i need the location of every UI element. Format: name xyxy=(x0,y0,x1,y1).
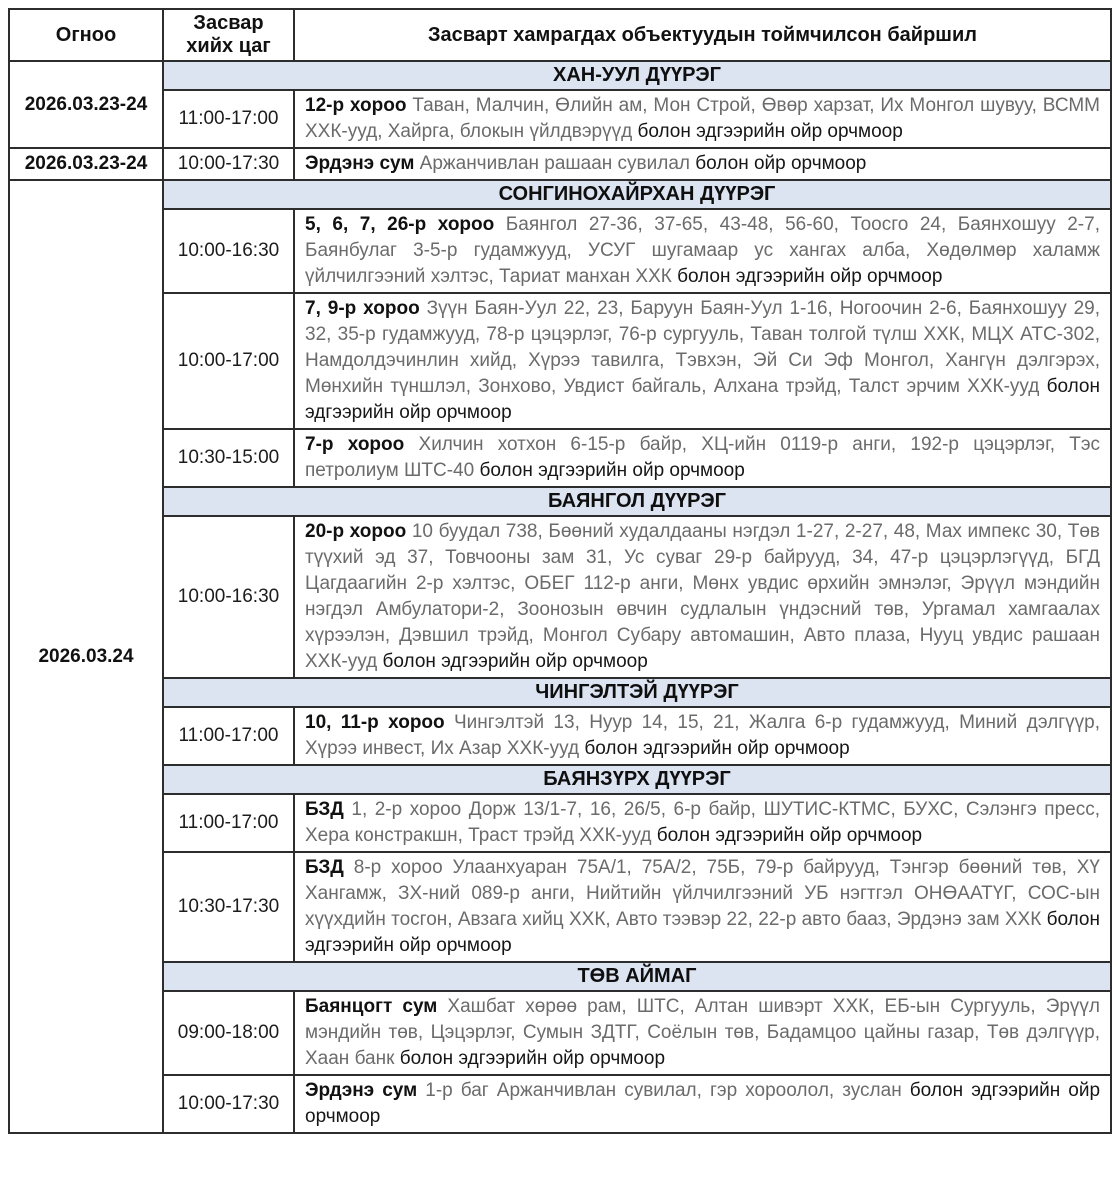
time-cell: 11:00-17:00 xyxy=(163,707,294,765)
schedule-row xyxy=(9,429,1111,487)
area-label: Эрдэнэ сум xyxy=(305,153,415,174)
district-header-songinokhairkhan: СОНГИНОХАЙРХАН ДҮҮРЭГ xyxy=(163,180,1111,209)
location-cell xyxy=(294,516,1111,678)
time-cell: 10:00-16:30 xyxy=(163,209,294,293)
schedule-row xyxy=(9,794,1111,852)
location-cell xyxy=(294,991,1111,1075)
area-label: 20-р хороо xyxy=(305,521,407,542)
location-cell xyxy=(294,707,1111,765)
date-cell: 2026.03.24 xyxy=(9,180,163,1133)
district-header-bayanzurkh: БАЯНЗҮРХ ДҮҮРЭГ xyxy=(163,765,1111,794)
area-label: 5, 6, 7, 26-р хороо xyxy=(305,214,495,235)
schedule-row xyxy=(9,90,1111,148)
district-header-bayangol: БАЯНГОЛ ДҮҮРЭГ xyxy=(163,487,1111,516)
vicinity-note: болон эдгээрийн ойр орчмоор xyxy=(677,266,943,287)
district-header-khan-uul: ХАН-УУЛ ДҮҮРЭГ xyxy=(163,61,1111,90)
location-list: 1-р баг Аржанчивлан сувилал, гэр хороолол, зуслан xyxy=(425,1080,902,1101)
district-header-row xyxy=(9,180,1111,209)
district-header-row xyxy=(9,61,1111,90)
location-cell xyxy=(294,852,1111,962)
schedule-row xyxy=(9,516,1111,678)
location-cell xyxy=(294,293,1111,429)
time-cell: 10:00-16:30 xyxy=(163,516,294,678)
district-header-row xyxy=(9,962,1111,991)
area-label: БЗД xyxy=(305,799,344,820)
schedule-row xyxy=(9,1075,1111,1133)
area-label: 7-р хороо xyxy=(305,434,405,455)
district-header-row xyxy=(9,487,1111,516)
schedule-row xyxy=(9,209,1111,293)
table-header-row xyxy=(9,9,1111,61)
column-header-location: Засварт хамрагдах объектуудын тоймчилсон байршил xyxy=(294,9,1111,61)
schedule-row xyxy=(9,148,1111,180)
time-cell: 10:00-17:30 xyxy=(163,148,294,180)
vicinity-note: болон эдгээрийн ойр орчмоор xyxy=(305,376,1100,423)
location-list: Таван, Малчин, Өлийн ам, Мон Строй, Өвөр харзат, Их Монгол шувуу, ВСММ ХХК-ууд, Хайрга, блокын үйлдвэрүүд xyxy=(305,95,1100,142)
column-header-time: Засвар хийх цаг xyxy=(163,9,294,61)
time-cell: 10:30-15:00 xyxy=(163,429,294,487)
area-label: Эрдэнэ сум xyxy=(305,1080,418,1101)
vicinity-note: болон эдгээрийн ойр орчмоор xyxy=(399,1048,666,1069)
vicinity-note: болон эдгээрийн ойр орчмоор xyxy=(656,825,923,846)
time-cell: 10:00-17:30 xyxy=(163,1075,294,1133)
district-header-row xyxy=(9,765,1111,794)
location-list: 8-р хороо Улаанхуаран 75А/1, 75А/2, 75Б, 79-р байрууд, Тэнгэр бөөний төв, ХҮ Хангамж, ЗХ-ний 089-р анги, Нийтийн үйлчилгээний УБ нэгтгэл ОНӨААТҮГ, СОС-ын хүүхдийн тосгон, Авзага хийц ХХК, Авто тээвэр 22, 22-р авто бааз, Эрдэнэ зам ХХК xyxy=(305,857,1101,930)
location-list: Хашбат хөрөө рам, ШТС, Алтан шивэрт ХХК, ЕБ-ын Сургууль, Эрүүл мэндийн төв, Цэцэрлэг, Сумын ЗДТГ, Соёлын төв, Бадамцоо цайны газар, Төв дэлгүүр, Хаан банк xyxy=(305,996,1101,1069)
schedule-row xyxy=(9,707,1111,765)
time-cell: 10:30-17:30 xyxy=(163,852,294,962)
location-list: Аржанчивлан рашаан сувилал xyxy=(419,153,691,174)
time-cell: 09:00-18:00 xyxy=(163,991,294,1075)
schedule-row xyxy=(9,991,1111,1075)
district-header-chingeltei: ЧИНГЭЛТЭЙ ДҮҮРЭГ xyxy=(163,678,1111,707)
district-header-tuv-aimag: ТӨВ АЙМАГ xyxy=(163,962,1111,991)
location-cell xyxy=(294,209,1111,293)
vicinity-note: болон эдгээрийн ойр орчмоор xyxy=(479,460,745,481)
location-cell xyxy=(294,148,1111,180)
area-label: 10, 11-р хороо xyxy=(305,712,445,733)
area-label: 12-р хороо xyxy=(305,95,407,116)
schedule-row xyxy=(9,852,1111,962)
district-header-row xyxy=(9,678,1111,707)
date-cell: 2026.03.23-24 xyxy=(9,61,163,148)
vicinity-note: болон эдгээрийн ойр орчмоор xyxy=(584,738,850,759)
schedule-row xyxy=(9,293,1111,429)
date-cell: 2026.03.23-24 xyxy=(9,148,163,180)
location-cell xyxy=(294,429,1111,487)
column-header-date: Огноо xyxy=(9,9,163,61)
vicinity-note: болон эдгээрийн ойр орчмоор xyxy=(305,1080,1101,1127)
time-cell: 10:00-17:00 xyxy=(163,293,294,429)
vicinity-note: болон эдгээрийн ойр орчмоор xyxy=(637,121,903,142)
location-cell xyxy=(294,90,1111,148)
outage-schedule-table xyxy=(8,8,1112,1134)
area-label: Баянцогт сум xyxy=(305,996,438,1017)
location-list: Баянгол 27-36, 37-65, 43-48, 56-60, Тоосго 24, Баянхошуу 2-7, Баянбулаг 3-5-р гудамжууд, УСУГ шугамаар ус хангах алба, Хөдөлмөр халамж үйлчилгээний хэлтэс, Тариат манхан ХХК xyxy=(305,214,1100,287)
location-list: 1, 2-р хороо Дорж 13/1-7, 16, 26/5, 6-р байр, ШУТИС-КТМС, БУХС, Сэлэнгэ пресс, Хера констракшн, Траст трэйд ХХК-ууд xyxy=(305,799,1100,846)
location-list: Зүүн Баян-Уул 22, 23, Баруун Баян-Уул 1-16, Ногоочин 2-6, Баянхошуу 29, 32, 35-р гудамжууд, 78-р цэцэрлэг, 76-р сургууль, Таван толгой түлш ХХК, МЦХ АТС-302, Намдолдэчинлин хийд, Хүрээ тавилга, Тэвхэн, Эй Си Эф Монгол, Хангүн дэлгэрэх, Мөнхийн түншлэл, Зонхово, Увдист байгаль, Алхана трэйд, Талст эрчим ХХК-ууд xyxy=(305,298,1101,397)
area-label: БЗД xyxy=(305,857,344,878)
vicinity-note: болон эдгээрийн ойр орчмоор xyxy=(305,909,1100,956)
area-label: 7, 9-р хороо xyxy=(305,298,420,319)
location-list: Хилчин хотхон 6-15-р байр, ХЦ-ийн 0119-р анги, 192-р цэцэрлэг, Тэс петролиум ШТС-40 xyxy=(305,434,1101,481)
time-cell: 11:00-17:00 xyxy=(163,794,294,852)
time-cell: 11:00-17:00 xyxy=(163,90,294,148)
location-list: Чингэлтэй 13, Нуур 14, 15, 21, Жалга 6-р гудамжууд, Миний дэлгүүр, Хүрээ инвест, Их Азар ХХК-ууд xyxy=(305,712,1101,759)
vicinity-note: болон эдгээрийн ойр орчмоор xyxy=(382,651,648,672)
location-cell xyxy=(294,794,1111,852)
location-list: 10 буудал 738, Бөөний худалдааны нэгдэл 1-27, 2-27, 48, Мах импекс 30, Төв түүхий эд 37, Товчооны зам 31, Ус суваг 29-р байрууд, 34, 47-р цэцэрлэгүүд, БГД Цагдаагийн 2-р хэлтэс, ОБЕГ 112-р анги, Мөнх увдис өрхийн эмнэлэг, Эрүүл мэндийн нэгдэл Амбулатори-2, Зоонозын өвчин судлалын үндэсний төв, Ургамал хамгаалах хүрээлэн, Дэвшил трэйд, Монгол Субару автомашин, Авто плаза, Нууц увдис рашаан ХХК-ууд xyxy=(305,521,1100,672)
location-cell xyxy=(294,1075,1111,1133)
vicinity-note: болон ойр орчмоор xyxy=(695,153,867,174)
